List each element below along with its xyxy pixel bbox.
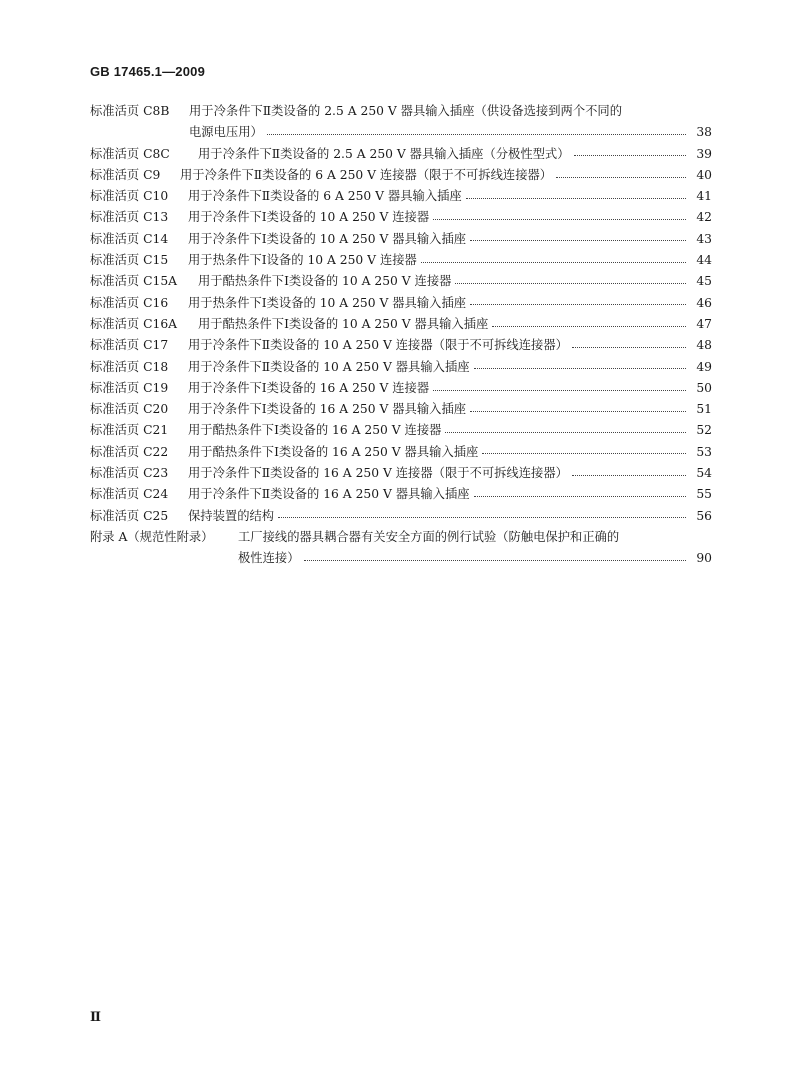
dot-leader [572,468,686,480]
dot-leader [267,127,686,139]
toc-entry-c9[interactable] [90,165,712,186]
toc-label: 标准活页 C21 [90,423,169,438]
dot-leader [421,255,686,267]
document-id: GB 17465.1—2009 [90,64,206,79]
toc-label: 标准活页 C16 [90,295,169,310]
toc-entry-c14[interactable] [90,229,712,250]
dot-leader [433,383,686,395]
toc-entry-c19[interactable] [90,378,712,399]
toc-label: 标准活页 C15A [90,274,178,289]
toc-entry-c18[interactable] [90,357,712,378]
toc-entry-appendix-a[interactable] [90,527,712,570]
toc-page-number: 56 [696,508,712,523]
dot-leader [433,212,686,224]
dot-leader [474,361,686,373]
toc-entry-c23[interactable] [90,463,712,484]
toc-entry-c8c[interactable] [90,144,712,165]
toc-entry-c15a[interactable] [90,271,712,292]
dot-leader [492,319,686,331]
table-of-contents [90,101,712,570]
toc-title: 工厂接线的器具耦合器有关安全方面的例行试验（防触电保护和正确的 [238,529,620,544]
toc-entry-c16a[interactable] [90,314,712,335]
toc-label: 标准活页 C24 [90,487,169,502]
toc-page-number: 45 [696,274,712,289]
toc-title: 用于冷条件下Ⅰ类设备的 16 A 250 V 器具输入插座 [188,402,467,417]
toc-label: 标准活页 C25 [90,508,169,523]
toc-entry-c24[interactable] [90,484,712,505]
toc-label: 标准活页 C8B [90,104,170,118]
toc-page-number: 44 [696,253,712,268]
toc-page-number: 52 [696,423,712,438]
toc-page-number: 54 [696,466,712,481]
toc-page-number: 38 [696,125,712,140]
toc-title: 用于热条件下Ⅰ设备的 10 A 250 V 连接器 [188,253,417,268]
toc-title: 用于酷热条件下Ⅰ类设备的 10 A 250 V 连接器 [198,274,452,289]
dot-leader [278,510,686,522]
toc-label: 标准活页 C15 [90,253,169,268]
toc-label: 标准活页 C18 [90,359,169,374]
toc-label: 标准活页 C19 [90,380,169,395]
dot-leader [304,553,687,565]
toc-title: 用于冷条件下Ⅱ类设备的 10 A 250 V 连接器（限于不可拆线连接器） [188,338,568,353]
toc-page-number: 53 [696,444,712,459]
toc-label: 标准活页 C17 [90,338,169,353]
toc-title: 用于酷热条件下Ⅰ类设备的 16 A 250 V 连接器 [188,423,442,438]
toc-page-number: 43 [696,231,712,246]
dot-leader [470,233,686,245]
toc-title-continuation: 电源电压用） [189,125,263,140]
toc-page-number: 40 [696,167,712,182]
toc-title: 用于热条件下Ⅰ类设备的 10 A 250 V 器具输入插座 [188,295,467,310]
toc-label: 标准活页 C13 [90,210,169,225]
toc-title: 用于冷条件下Ⅰ类设备的 10 A 250 V 器具输入插座 [188,231,467,246]
dot-leader [455,276,686,288]
dot-leader [466,191,686,203]
dot-leader [445,425,686,437]
toc-entry-c16[interactable] [90,293,712,314]
toc-label: 标准活页 C16A [90,316,178,331]
toc-page-number: 42 [696,210,712,225]
page-roman-numeral: Ⅱ [90,1010,101,1025]
toc-title: 保持装置的结构 [188,508,275,523]
toc-entry-c22[interactable] [90,442,712,463]
toc-title: 用于冷条件下Ⅱ类设备的 16 A 250 V 器具输入插座 [188,487,470,502]
toc-page-number: 39 [696,146,712,161]
toc-title: 用于酷热条件下Ⅰ类设备的 16 A 250 V 器具输入插座 [188,444,479,459]
toc-entry-c17[interactable] [90,335,712,356]
toc-title-continuation: 极性连接） [238,551,300,566]
toc-entry-c13[interactable] [90,207,712,228]
toc-page-number: 47 [696,316,712,331]
toc-page-number: 51 [696,402,712,417]
toc-entry-c25[interactable] [90,506,712,527]
toc-title: 用于冷条件下Ⅰ类设备的 10 A 250 V 连接器 [188,210,430,225]
dot-leader [572,340,686,352]
toc-page-number: 55 [696,487,712,502]
toc-entry-c10[interactable] [90,186,712,207]
toc-title: 用于冷条件下Ⅰ类设备的 16 A 250 V 连接器 [188,380,430,395]
toc-page-number: 50 [696,380,712,395]
toc-entry-c21[interactable] [90,420,712,441]
dot-leader [474,489,686,501]
toc-label: 标准活页 C14 [90,231,169,246]
dot-leader [482,446,686,458]
toc-page-number: 49 [696,359,712,374]
toc-label: 标准活页 C9 [90,167,161,182]
toc-label: 标准活页 C22 [90,444,169,459]
toc-title: 用于酷热条件下Ⅰ类设备的 10 A 250 V 器具输入插座 [198,316,489,331]
toc-title: 用于冷条件下Ⅱ类设备的 10 A 250 V 器具输入插座 [188,359,470,374]
toc-page-number: 90 [696,551,712,566]
dot-leader [574,148,686,160]
toc-entry-c8b[interactable] [90,101,712,144]
toc-page-number: 41 [696,189,712,204]
toc-label: 标准活页 C8C [90,146,170,161]
dot-leader [556,170,686,182]
toc-label: 标准活页 C23 [90,466,169,481]
toc-title: 用于冷条件下Ⅱ类设备的 2.5 A 250 V 器具输入插座（供设备选接到两个不同的 [189,104,623,118]
toc-title: 用于冷条件下Ⅱ类设备的 6 A 250 V 连接器（限于不可拆线连接器） [180,167,553,182]
toc-page-number: 48 [696,338,712,353]
toc-title: 用于冷条件下Ⅱ类设备的 16 A 250 V 连接器（限于不可拆线连接器） [188,466,568,481]
toc-label: 附录 A（规范性附录） [90,529,214,544]
toc-label: 标准活页 C20 [90,402,169,417]
toc-page-number: 46 [696,295,712,310]
toc-entry-c15[interactable] [90,250,712,271]
dot-leader [470,404,686,416]
dot-leader [470,297,686,309]
toc-title: 用于冷条件下Ⅱ类设备的 6 A 250 V 器具输入插座 [188,189,462,204]
toc-title: 用于冷条件下Ⅱ类设备的 2.5 A 250 V 器具输入插座（分极性型式） [198,146,570,161]
toc-entry-c20[interactable] [90,399,712,420]
toc-label: 标准活页 C10 [90,189,169,204]
